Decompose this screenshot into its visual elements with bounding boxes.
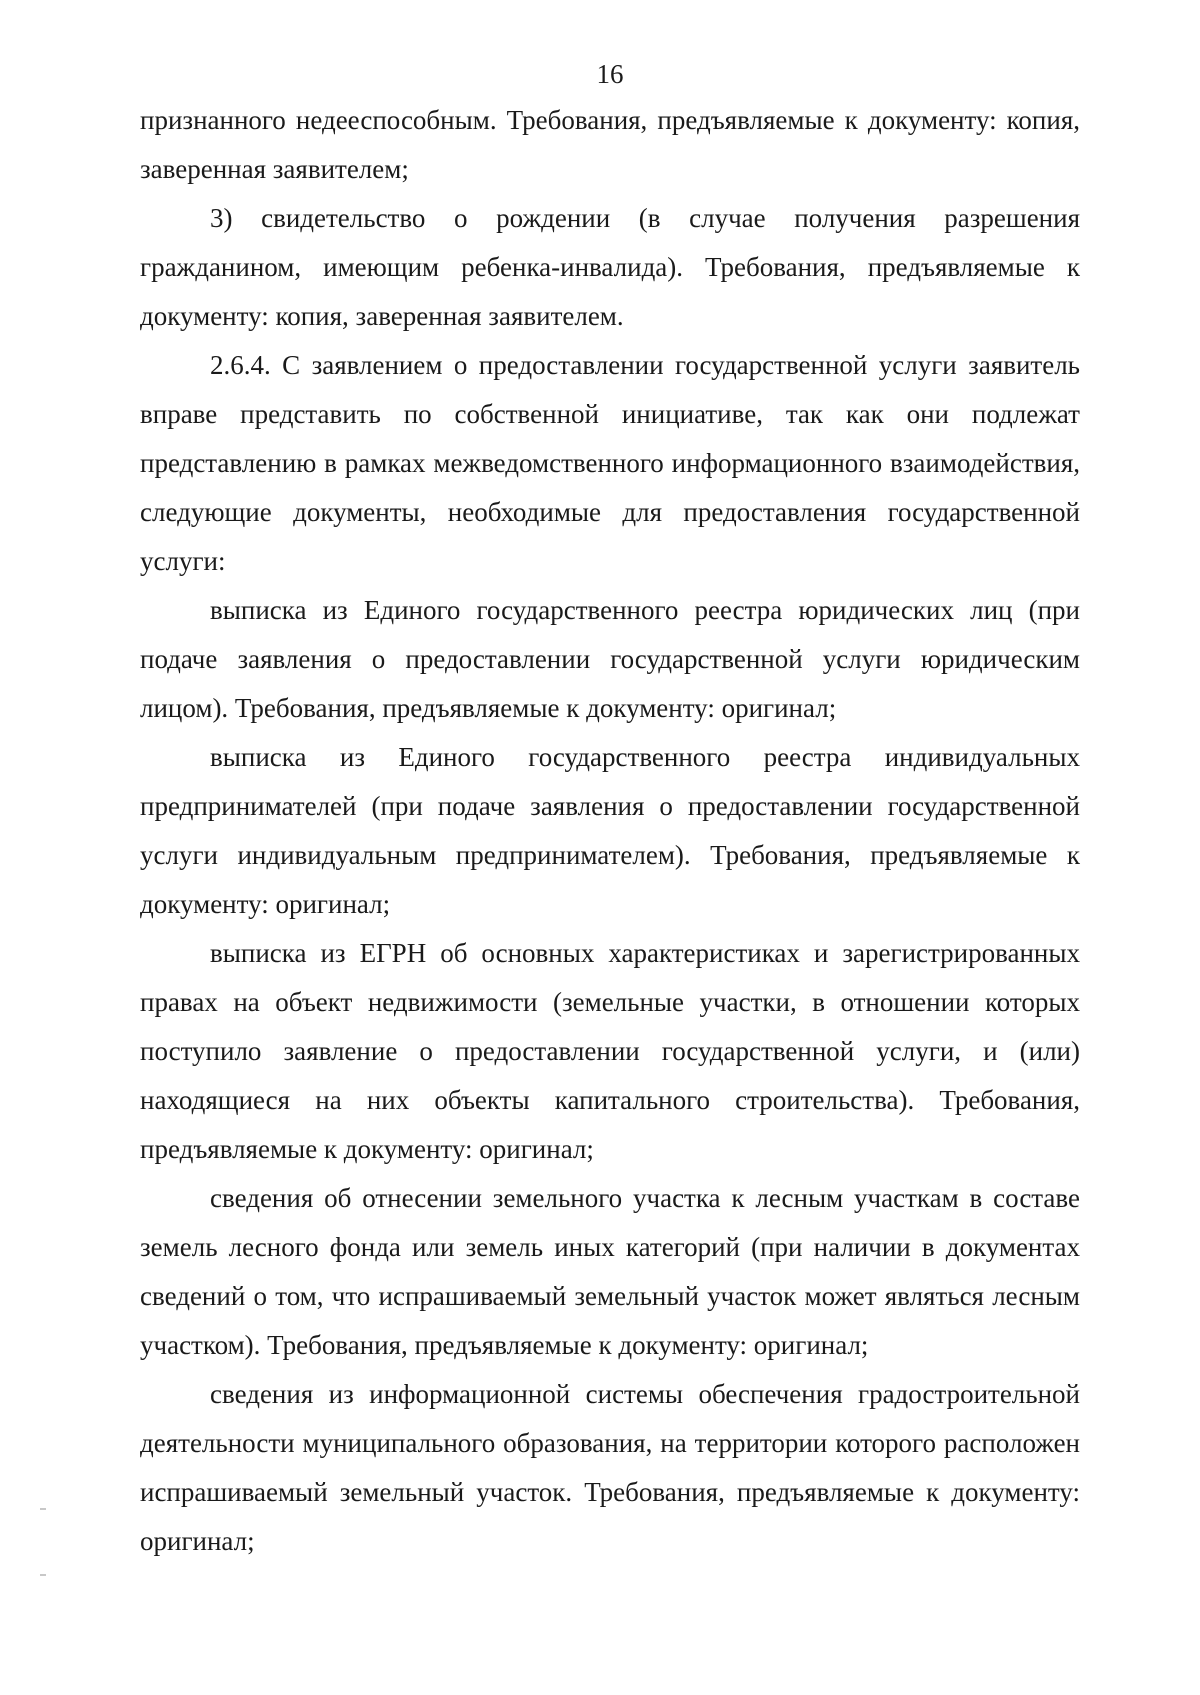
scan-artifact-mark	[40, 1508, 46, 1510]
paragraph-egrip-extract: выписка из Единого государственного реестра индивидуальных предпринимателей (при подаче заявления о предоставлении государственной услуги индивидуальным предпринимателем). Требования, предъявляемые к документу: оригинал;	[140, 742, 1080, 919]
paragraph-egrn-extract: выписка из ЕГРН об основных характеристиках и зарегистрированных правах на объект недвижимости (земельные участки, в отношении которых поступило заявление о предоставлении государственной услуги, и (или) находящиеся на них объекты капитального строительства). Требования, предъявляемые к документу: оригинал;	[140, 938, 1080, 1164]
paragraph-egrul-extract: выписка из Единого государственного реестра юридических лиц (при подаче заявления о предоставлении государственной услуги юридическим лицом). Требования, предъявляемые к документу: оригинал;	[140, 595, 1080, 723]
paragraph-continuation: признанного недееспособным. Требования, предъявляемые к документу: копия, заверенная заявителем;	[140, 105, 1080, 184]
page-number: 16	[596, 59, 624, 89]
paragraph-forest-land-info: сведения об отнесении земельного участка к лесным участкам в составе земель лесного фонда или земель иных категорий (при наличии в документах сведений о том, что испрашиваемый земельный участок может являться лесным участком). Требования, предъявляемые к документу: оригинал;	[140, 1183, 1080, 1360]
paragraph-birth-certificate: 3) свидетельство о рождении (в случае получения разрешения гражданином, имеющим ребенка-инвалида). Требования, предъявляемые к документу: копия, заверенная заявителем.	[140, 203, 1080, 331]
paragraph-urban-planning-info: сведения из информационной системы обеспечения градостроительной деятельности муниципального образования, на территории которого расположен испрашиваемый земельный участок. Требования, предъявляемые к документу: оригинал;	[140, 1379, 1080, 1556]
document-body	[140, 96, 1080, 1566]
paragraph-2-6-4: 2.6.4. С заявлением о предоставлении государственной услуги заявитель вправе представить по собственной инициативе, так как они подлежат представлению в рамках межведомственного информационного взаимодействия, следующие документы, необходимые для предоставления государственной услуги:	[140, 350, 1080, 576]
scan-artifact-mark	[40, 1574, 46, 1576]
